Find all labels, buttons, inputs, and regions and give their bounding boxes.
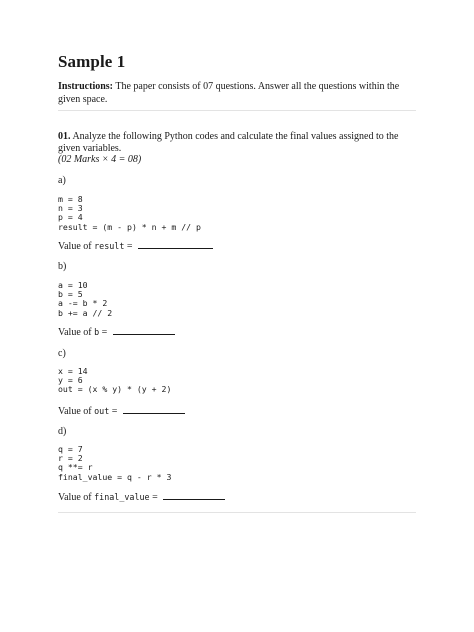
answer-variable: result bbox=[94, 241, 125, 251]
answer-blank[interactable] bbox=[138, 239, 213, 249]
question-marks: (02 Marks × 4 = 08) bbox=[58, 154, 142, 165]
answer-prefix: Value of bbox=[58, 492, 92, 503]
answer-blank[interactable] bbox=[123, 404, 185, 414]
answer-variable: final_value bbox=[94, 492, 150, 502]
answer-equals: = bbox=[101, 327, 108, 338]
part-b-code: a = 10 b = 5 a -= b * 2 b += a // 2 bbox=[58, 280, 113, 318]
part-c-answer bbox=[58, 404, 185, 417]
divider-top bbox=[58, 110, 416, 111]
part-a-code: m = 8 n = 3 p = 4 result = (m - p) * n + m // p bbox=[58, 194, 201, 232]
answer-prefix: Value of bbox=[58, 241, 92, 252]
instructions-label: Instructions: bbox=[58, 81, 114, 92]
divider-bottom bbox=[58, 512, 416, 513]
question-heading bbox=[58, 131, 416, 155]
part-c-label: c) bbox=[58, 348, 66, 359]
part-d-label: d) bbox=[58, 426, 67, 437]
answer-prefix: Value of bbox=[58, 406, 92, 417]
answer-variable: out bbox=[94, 406, 110, 416]
answer-blank[interactable] bbox=[163, 490, 225, 500]
page-title: Sample 1 bbox=[58, 52, 126, 71]
part-c-code: x = 14 y = 6 out = (x % y) * (y + 2) bbox=[58, 366, 172, 395]
answer-variable: b bbox=[94, 327, 100, 337]
answer-equals: = bbox=[126, 241, 133, 252]
part-d-code: q = 7 r = 2 q **= r final_value = q - r * 3 bbox=[58, 444, 172, 482]
part-a-answer bbox=[58, 239, 213, 252]
question-text: Analyze the following Python codes and calculate the final values assigned to the given variables. bbox=[58, 131, 399, 154]
instructions bbox=[58, 80, 416, 106]
answer-equals: = bbox=[111, 406, 118, 417]
answer-prefix: Value of bbox=[58, 327, 92, 338]
answer-equals: = bbox=[152, 492, 158, 503]
instructions-text: The paper consists of 07 questions. Answer all the questions within the given space. bbox=[58, 81, 400, 105]
part-d-answer bbox=[58, 490, 225, 503]
part-b-label: b) bbox=[58, 261, 67, 272]
question-number: 01. bbox=[58, 131, 71, 142]
part-b-answer bbox=[58, 325, 175, 338]
answer-blank[interactable] bbox=[113, 325, 175, 335]
part-a-label: a) bbox=[58, 175, 66, 186]
